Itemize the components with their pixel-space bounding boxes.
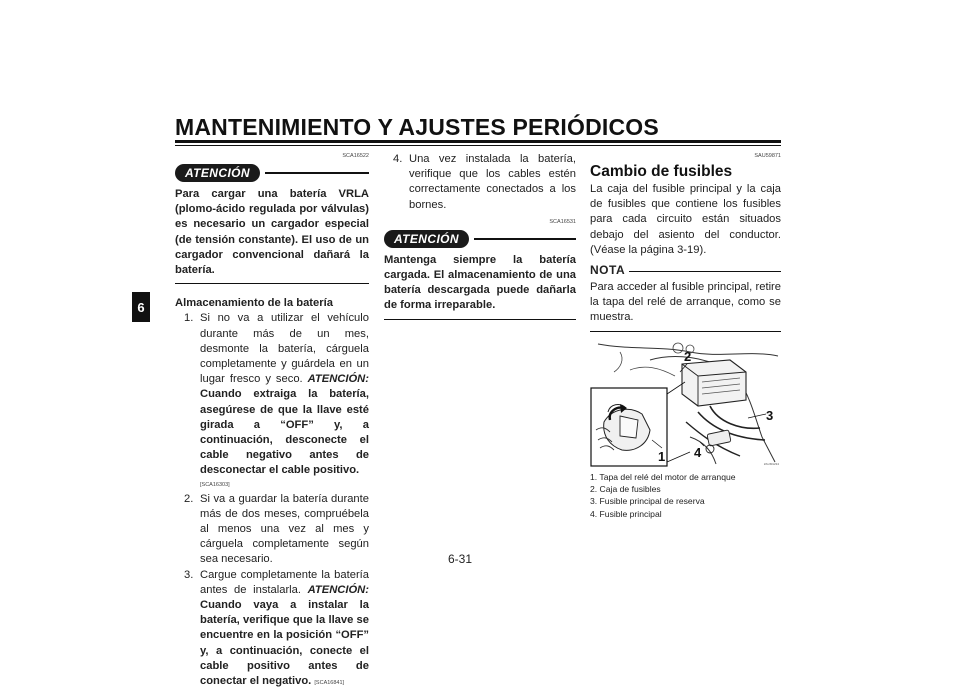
item-text (200, 568, 369, 691)
column-left (175, 152, 369, 691)
attention-header (175, 163, 369, 183)
caption-item: 2. Caja de fusibles (590, 483, 661, 494)
page-title: MANTENIMIENTO Y AJUSTES PERIÓDICOS (175, 114, 659, 140)
item-number: 4. (393, 153, 403, 165)
callout-1: 1 (658, 448, 666, 464)
figure-captions (590, 471, 781, 520)
title-rule (175, 140, 781, 143)
inline-attention-text: Cuando extraiga la batería, asegúrese de que la llave esté girada a “OFF” y, a continuación, desconecte el cable negativo antes de desconectar el cable positivo. (200, 388, 369, 477)
chapter-tab: 6 (132, 292, 150, 322)
inline-attention-label: ATENCIÓN: (307, 373, 369, 386)
reference-code: SCA16531 (549, 218, 576, 225)
column-right (590, 152, 781, 520)
note-text: Para acceder al fusible principal, retire la tapa del relé de arranque, como se muestra. (590, 280, 781, 332)
reference-code: [SCA16303] (200, 481, 230, 488)
item-number: 3. (184, 568, 194, 581)
page-number: 6-31 (448, 552, 473, 566)
note-label: NOTA (590, 263, 626, 278)
item-text (200, 311, 369, 478)
callout-4: 4 (694, 444, 702, 460)
callout-2: 2 (684, 348, 692, 364)
list-item (175, 568, 369, 691)
paragraph: La caja del fusible principal y la caja de fusibles que contiene los fusibles para cada circuito están situados debajo del asiento del conductor. (Véase la página 3-19). (590, 183, 781, 256)
list-item (175, 492, 369, 568)
caption-item: 4. Fusible principal (590, 508, 662, 519)
note-rule (629, 271, 781, 272)
note-header (590, 262, 781, 280)
list-item (384, 152, 576, 213)
callout-3: 3 (766, 407, 774, 423)
item-text: Si va a guardar la batería durante más de dos meses, compruébela al menos una vez al mes y cárguela completamente según sea necesario. (200, 492, 369, 566)
reference-code: SAU59871 (754, 153, 781, 159)
attention-header (384, 229, 576, 249)
fuse-box-illustration (590, 342, 781, 467)
attention-badge: ATENCIÓN (175, 164, 260, 182)
inline-attention-text: Cuando vaya a instalar la batería, verifique que la llave se encuentre en la posición “OFF” y, a continuación, conecte el cable positivo antes de conectar el negativo. (200, 599, 369, 688)
attention-text: Mantenga siempre la batería cargada. El almacenamiento de una batería descargada puede dañarla de forma irreparable. (384, 253, 576, 320)
attention-text: Para cargar una batería VRLA (plomo-ácido regulada por válvulas) es necesario un cargador especial (de tensión constante). El uso de un cargador convencional dañará la batería. (175, 187, 369, 284)
item-body: Cargue completamente la batería antes de instalarla. (200, 568, 369, 596)
caption-item: 1. Tapa del relé del motor de arranque (590, 471, 736, 482)
caption-item: 3. Fusible principal de reserva (590, 496, 705, 507)
attention-rule (474, 238, 576, 240)
column-middle (384, 152, 576, 320)
item-text: Una vez instalada la batería, verifique que los cables estén correctamente conectados a los bornes. (409, 153, 576, 211)
reference-code: [SCA16841] (314, 680, 345, 687)
battery-storage-heading: Almacenamiento de la batería (175, 297, 333, 310)
attention-badge: ATENCIÓN (384, 230, 469, 248)
illustration-drawing (590, 342, 781, 467)
title-rule-thin (175, 145, 781, 146)
list-item (175, 311, 369, 478)
reference-code: SCA16522 (342, 153, 369, 159)
item-number: 2. (184, 492, 194, 505)
figure-code: ZAUM1234 (763, 461, 779, 466)
attention-rule (265, 172, 369, 174)
inline-attention-label: ATENCIÓN: (307, 583, 369, 596)
item-number: 1. (184, 312, 194, 325)
item-body: Si no va a utilizar el vehículo durante más de un mes, desmonte la batería, cárguela completamente y guárdela en un lugar fresco y seco. (200, 312, 369, 386)
section-title: Cambio de fusibles (590, 163, 733, 180)
